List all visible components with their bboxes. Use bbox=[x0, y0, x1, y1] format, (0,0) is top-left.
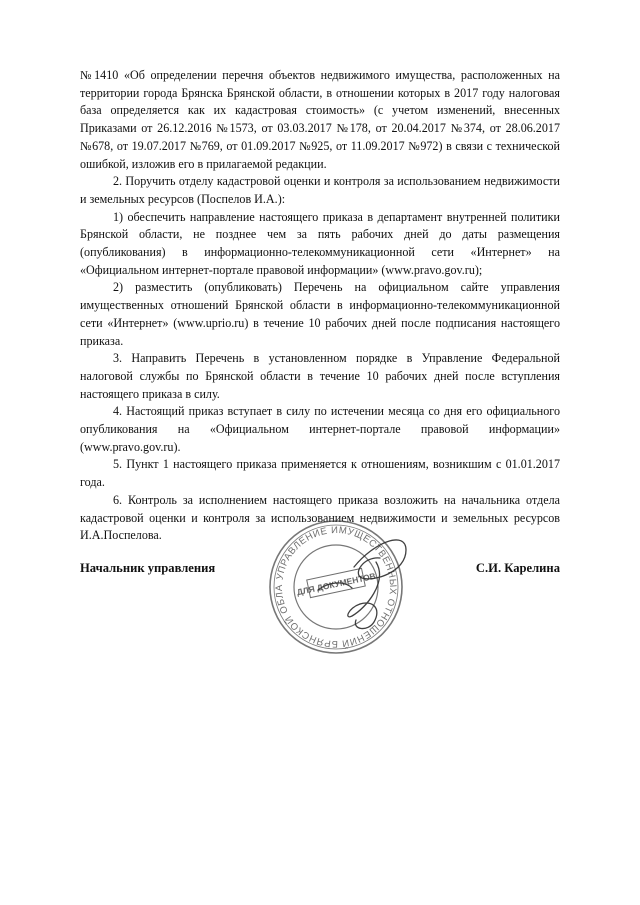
paragraph-item-2: 2. Поручить отделу кадастровой оценки и контроля за использованием недвижимости и земельных ресурсов (Поспелов И.А.): bbox=[80, 174, 560, 206]
paragraph-item-6: 6. Контроль за исполнением настоящего приказа возложить на начальника отдела кадастровой оценки и контроля за использованием недвижимости и земельных ресурсов И.А.Поспелова. bbox=[80, 492, 560, 543]
paragraph-subitem-1: 1) обеспечить направление настоящего приказа в департамент внутренней политики Брянской области, не позднее чем за пять рабочих дней до даты размещения (опубликования) в информационно-телекоммуникационной сети «Интернет» на «Официальном интернет-портале правовой информации» (www.pravo.gov.ru); bbox=[80, 209, 560, 277]
seal-center-text: ДЛЯ ДОКУМЕНТОВ bbox=[295, 570, 377, 598]
seal-ring-text: УПРАВЛЕНИЕ ИМУЩЕСТВЕННЫХ ОТНОШЕНИЙ БРЯНСКОЙ ОБЛА bbox=[273, 524, 399, 650]
paragraph-item-5: 5. Пункт 1 настоящего приказа применяется к отношениям, возникшим с 01.01.2017 года. bbox=[80, 457, 560, 490]
signer-title: Начальник управления bbox=[80, 561, 216, 575]
paragraph-subitem-2: 2) разместить (опубликовать) Перечень на официальном сайте управления имущественных отношений Брянской области в информационно-телекоммуникационной сети «Интернет» (www.uprio.ru) в течение 10 рабочих дней после подписания настоящего приказа. bbox=[80, 280, 560, 348]
official-seal bbox=[256, 512, 416, 662]
paragraph-order-continuation: №1410 «Об определении перечня объектов недвижимого имущества, расположенных на территории города Брянска Брянской области, в отношении которых в 2017 году налоговая база определяется как их кадастровая стоимость» (с учетом изменений, внесенных Приказами от 26.12.2016 №1573, от 03.03.2017 №178, от 20.04.2017 №374, от 28.06.2017 №678, от 19.07.2017 №769, от 01.09.2017 №925, от 11.09.2017 №972) в связи с технической ошибкой, изложив его в прилагаемой редакции. bbox=[80, 68, 560, 171]
seal-stamp-graphic bbox=[256, 512, 416, 662]
paragraph-item-4: 4. Настоящий приказ вступает в силу по истечении месяца со дня его официального опубликования на «Официальном интернет-портале правовой информации» (www.pravo.gov.ru). bbox=[80, 404, 560, 454]
document-body bbox=[80, 67, 560, 545]
paragraph-item-3: 3. Направить Перечень в установленном порядке в Управление Федеральной налоговой службы по Брянской области в течение 10 рабочих дней после вступления настоящего приказа в силу. bbox=[80, 351, 560, 401]
signer-name: С.И. Карелина bbox=[475, 561, 560, 575]
